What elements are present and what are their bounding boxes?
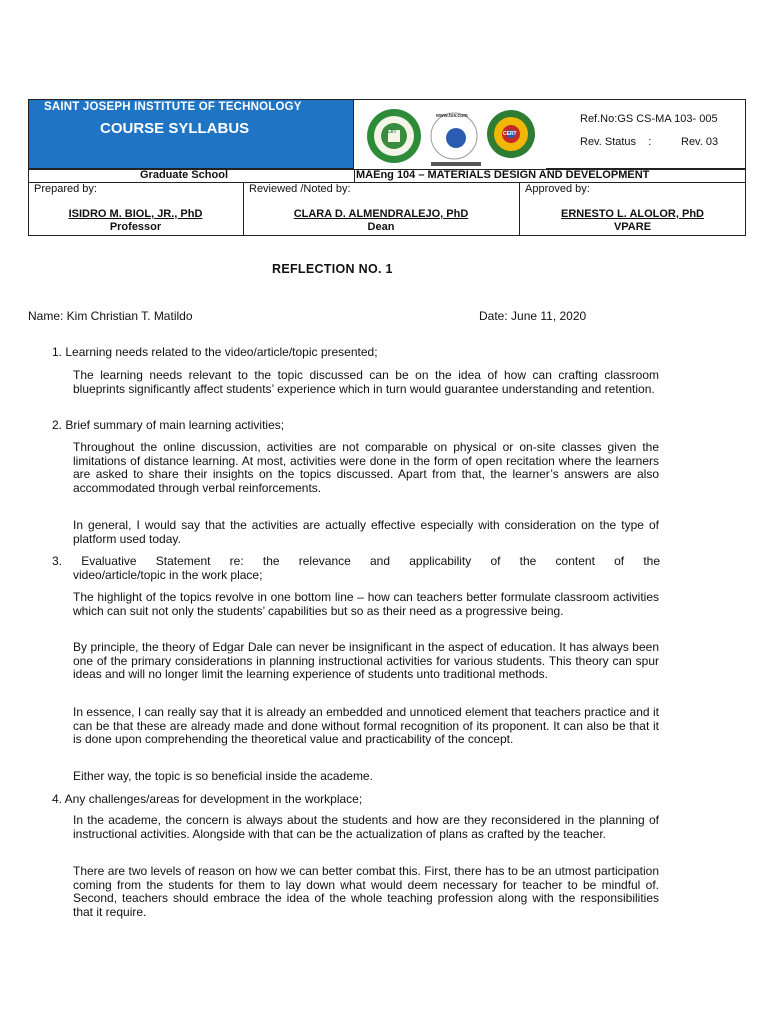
prepared-by-label: Prepared by: (34, 183, 97, 195)
row-divider (354, 169, 355, 183)
reflection-date: Date: June 11, 2020 (479, 309, 587, 323)
approved-by-name: ERNESTO L. ALOLOR, PhD (560, 208, 704, 220)
tuv-certification-logo (431, 113, 481, 166)
reference-number: Ref.No:GS CS-MA 103- 005 (580, 113, 718, 125)
student-name: Name: Kim Christian T. Matildo (28, 309, 193, 323)
question-1: 1. Learning needs related to the video/article/topic presented; (52, 345, 378, 359)
answer-paragraph: In the academe, the concern is always about the students and how are they reconsidered in the planning of instructional activities. Alongside with that can be the actualization of plans as crafted by the teacher. (73, 813, 659, 841)
answer-paragraph: In general, I would say that the activities are actually effective especially with consideration on the type of platform used today. (73, 518, 659, 546)
answer-paragraph: The learning needs relevant to the topic discussed can be on the idea of how can crafting classroom blueprints significantly affect students’ experience which in turn would guarantee understanding and retention. (73, 368, 659, 396)
reflection-heading: REFLECTION NO. 1 (272, 262, 393, 276)
answer-paragraph: By principle, the theory of Edgar Dale can never be insignificant in the aspect of education. It has always been one of the primary considerations in planning instructional activities for various students. This theory can spur ideas and will no longer limit the learning experience of students unto traditional methods. (73, 640, 659, 681)
answer-paragraph: There are two levels of reason on how we can better combat this. First, there has to be an utmost participation coming from the students for them to lay down what would deem necessary for teacher to be mindful of. Second, teachers should embrace the idea of the whole teaching profession along with the responsibilities that it require. (73, 864, 659, 919)
question-3-continued: video/article/topic in the work place; (73, 568, 263, 582)
logos-cell (354, 99, 546, 169)
question-4: 4. Any challenges/areas for development in the workplace; (52, 792, 363, 806)
reviewed-by-name: CLARA D. ALMENDRALEJO, PhD (293, 208, 469, 220)
logo-cert-text: CERT (503, 131, 517, 137)
answer-paragraph: Throughout the online discussion, activities are not comparable on physical or on-site classes given the limitations of distance learning. At most, activities were done in the form of open recitation where the learners are asked to share their insights on the topics discussed. Apart from that, the learner’s answers are also accommodated through verbal reinforcements. (73, 440, 659, 495)
document-type: COURSE SYLLABUS (100, 120, 250, 137)
answer-paragraph: In essence, I can really say that it is already an embedded and unnoticed element that teachers practice and it can be that these are already made and done without formal recognition of its proponent. It can also be that it is done upon comprehending the theoretical value and practicability of the concept. (73, 705, 659, 746)
reviewed-by-label: Reviewed /Noted by: (249, 183, 351, 195)
answer-paragraph: Either way, the topic is so beneficial inside the academe. (73, 769, 373, 783)
reviewed-by-title: Dean (367, 221, 395, 233)
question-3: 3. Evaluative Statement re: the relevance and applicability of the content of the (52, 554, 660, 568)
answer-paragraph: The highlight of the topics revolve in one bottom line – how can teachers better formulate classroom activities which can suit not only the students’ capabilities but so as their need as a progressive being. (73, 590, 659, 618)
approved-by-label: Approved by: (525, 183, 590, 195)
reference-cell (546, 99, 746, 169)
logo-tuv-text: www.tuv.com (436, 113, 468, 119)
approved-by-title: VPARE (613, 221, 652, 233)
prepared-by-name: ISIDRO M. BIOL, JR., PhD (68, 208, 203, 220)
logo-seal-text: SJIT (386, 129, 397, 135)
course-title: MAEng 104 – MATERIALS DESIGN AND DEVELOPMENT (356, 169, 650, 181)
prepared-by-title: Professor (109, 221, 162, 233)
revision-status-label: Rev. Status : (580, 136, 652, 148)
question-2: 2. Brief summary of main learning activities; (52, 418, 285, 432)
institution-name: SAINT JOSEPH INSTITUTE OF TECHNOLOGY (44, 101, 302, 113)
school-name: Graduate School (140, 169, 229, 181)
school-seal-logo (367, 109, 421, 163)
revision-status-value: Rev. 03 (681, 136, 719, 148)
